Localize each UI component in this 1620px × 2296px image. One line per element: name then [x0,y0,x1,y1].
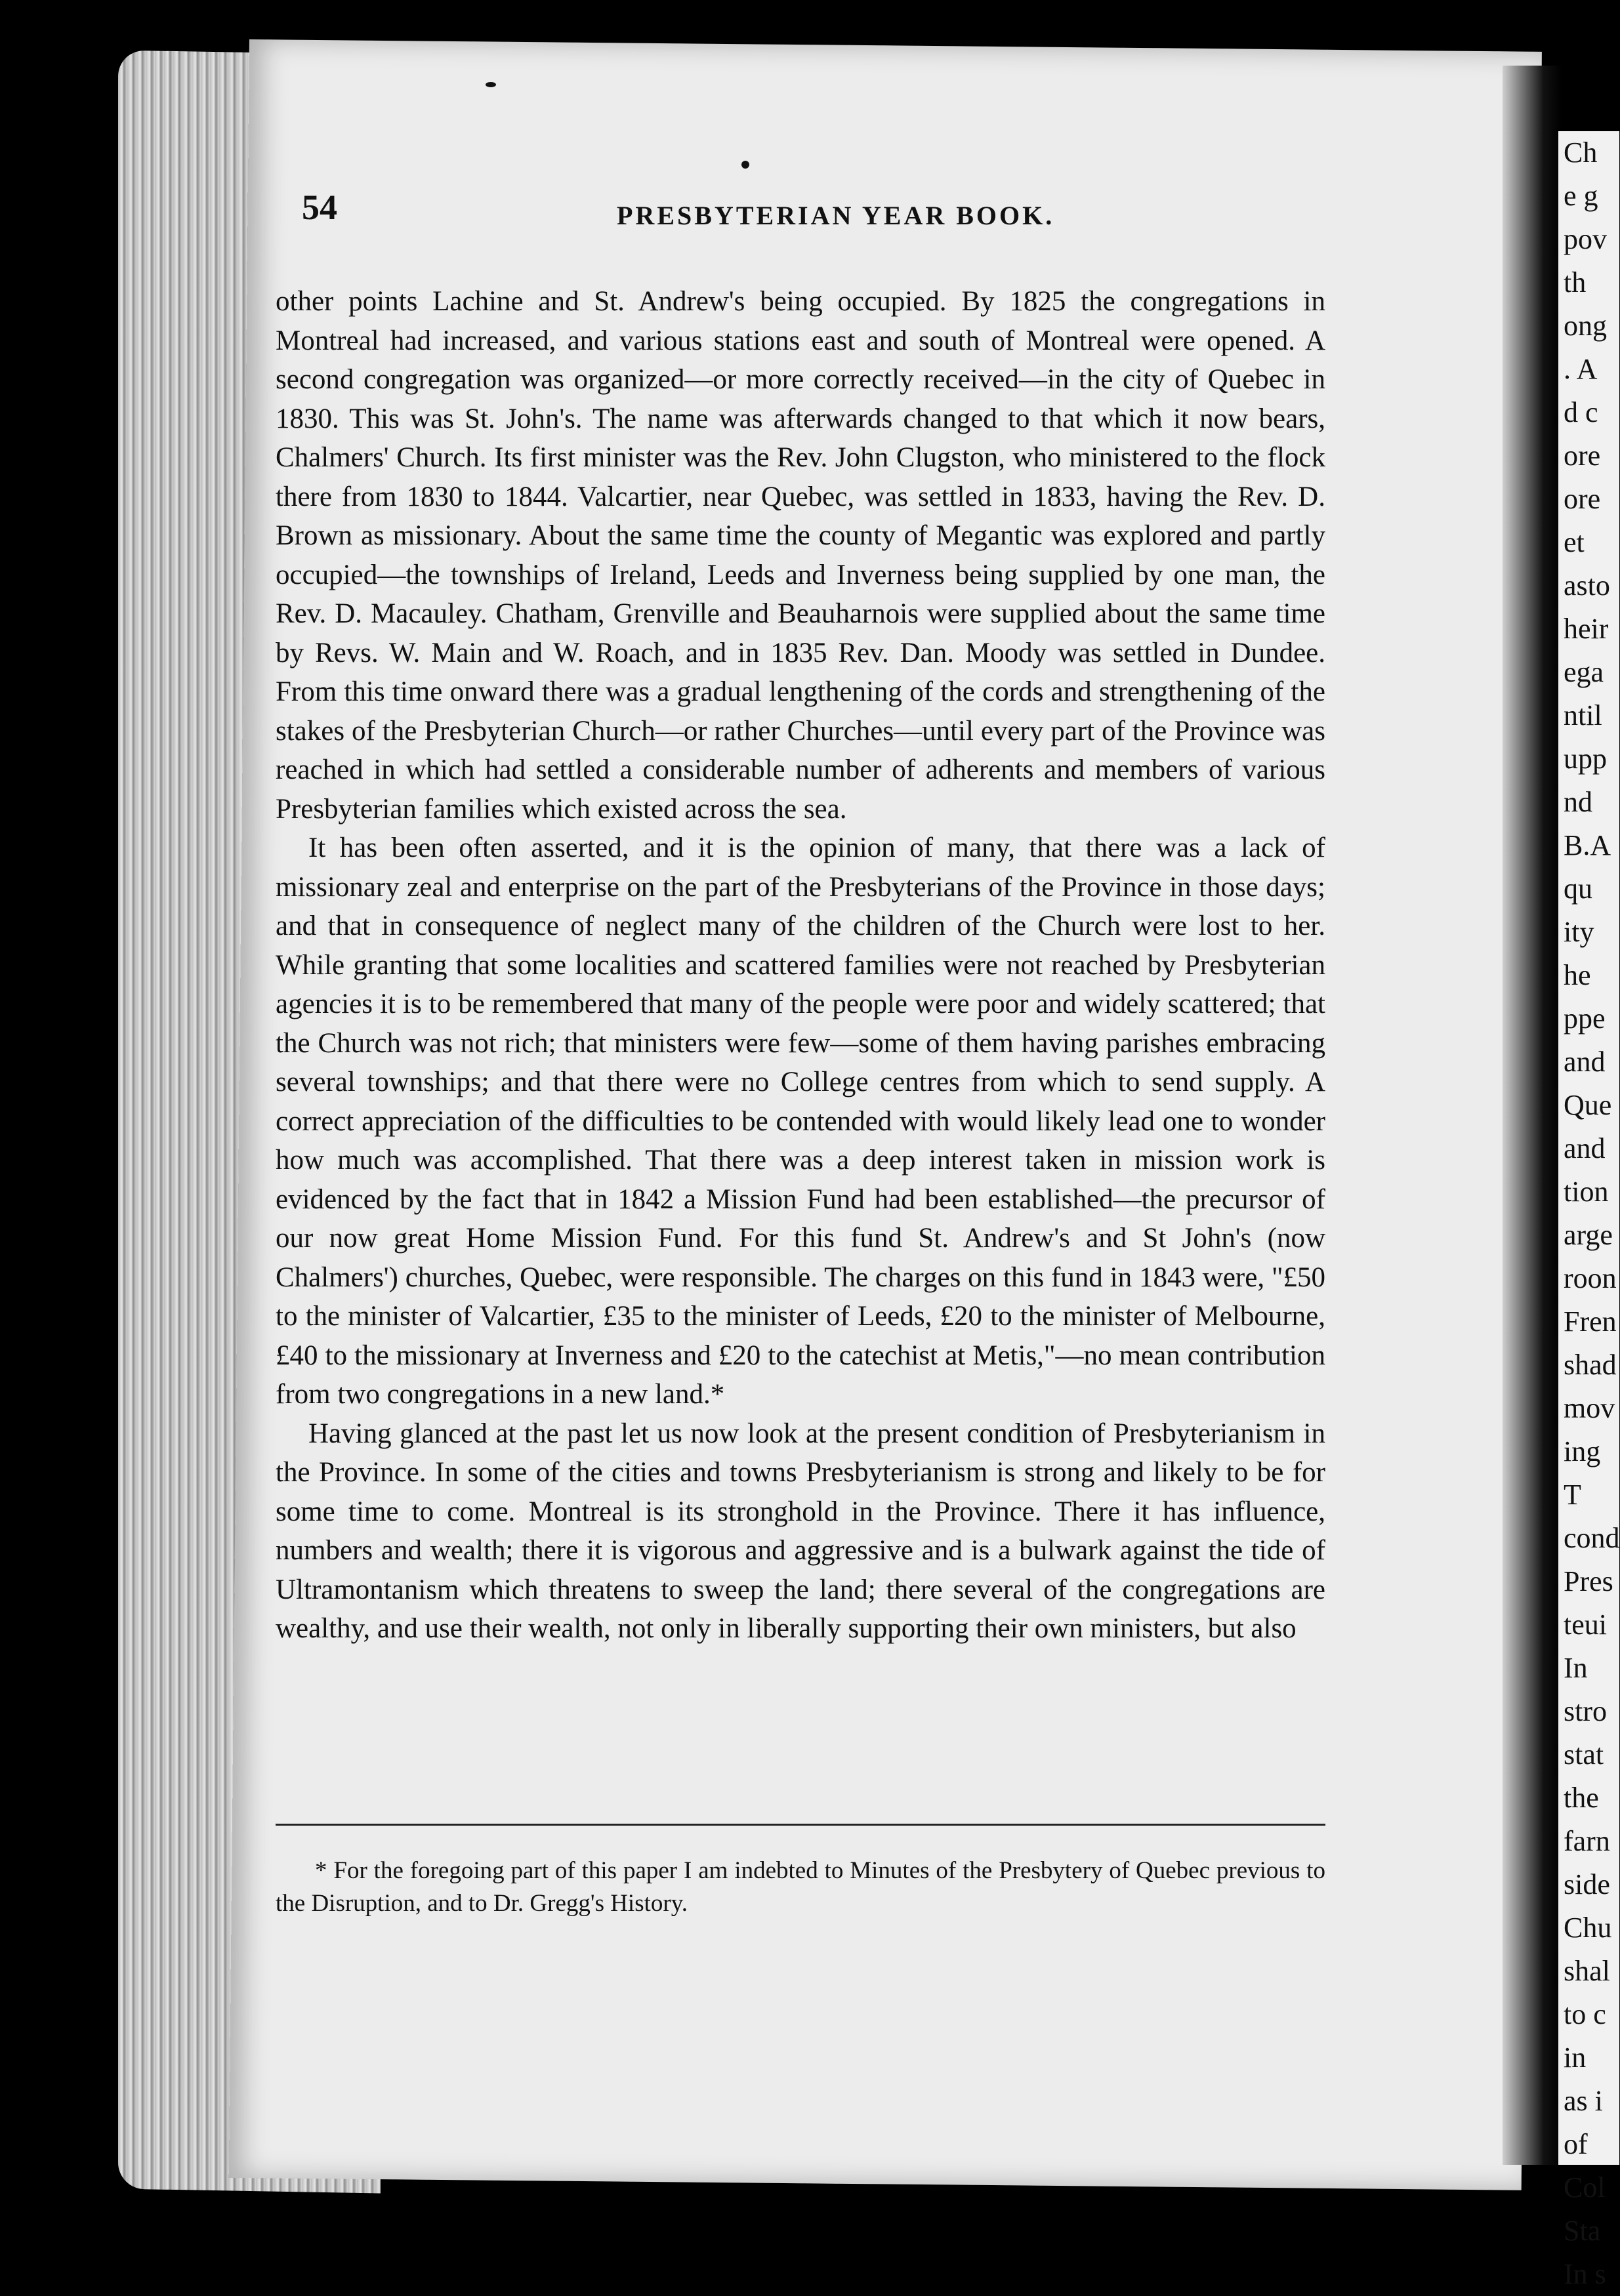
facing-page-text-fragment: Pres [1564,1565,1613,1597]
facing-page-text-fragment: side [1564,1868,1610,1900]
facing-page-text-fragment: ity [1564,916,1594,948]
facing-page-text-fragment: ore [1564,440,1601,472]
facing-page-text-fragment: farn [1564,1825,1610,1857]
facing-page-text-fragment: ong [1564,310,1607,342]
facing-page-fragment [1558,131,1620,2290]
facing-page-text-fragment: as i [1564,2085,1603,2117]
facing-page-text-fragment: roon [1564,1262,1617,1294]
facing-page-text-fragment: B.A [1564,829,1611,861]
facing-page-text-fragment: cond [1564,1522,1620,1554]
facing-page-text-fragment: shal [1564,1955,1610,1987]
facing-page-text-fragment: In [1564,1652,1588,1684]
ink-speck [486,82,496,87]
facing-page-text-fragment: the [1564,1782,1599,1814]
paragraph: other points Lachine and St. Andrew's being occupied. By 1825 the congregations in Montreal had increased, and various stations east and south of Montreal were opened. A second congregation was organized—or more correctly received—in the city of Quebec in 1830. This was St. John's. The name was afterwards changed to that which it now bears, Chalmers' Church. Its first minister was the Rev. John Clugston, who ministered to the flock there from 1830 to 1844. Valcartier, near Quebec, was settled in 1833, having the Rev. D. Brown as missionary. About the same time the county of Megantic was explored and partly occupied—the townships of Ireland, Leeds and Inverness being supplied by one man, the Rev. D. Macauley. Chatham, Grenville and Beauharnois were supplied about the same time by Revs. W. Main and W. Roach, and in 1835 Rev. Dan. Moody was settled in Dundee. From this time onward there was a gradual lengthening of the cords and strengthening of the stakes of the Presbyterian Church—or rather Churches—until every part of the Province was reached in which had settled a considerable number of adherents and members of various Presbyterian families which existed across the sea. [276,286,1325,825]
facing-page-text-fragment: Col [1564,2171,1606,2204]
facing-page-text-fragment: Ch [1564,136,1598,169]
facing-page-text-fragment: mov [1564,1392,1615,1424]
body-text [276,282,1325,1649]
footnote-rule [276,1824,1325,1826]
facing-page-text-fragment: in [1564,2041,1587,2074]
facing-page-text-fragment: d c [1564,396,1598,428]
page-header [302,187,1319,259]
facing-page-text-fragment: ore [1564,483,1601,515]
facing-page-text-fragment: Chu [1564,1912,1612,1944]
footnote: * For the foregoing part of this paper I am indebted to Minutes of the Presbytery of Quebec previous to the Disruption, and to Dr. Gregg's History. [276,1857,1325,1917]
facing-page-text-fragment: asto [1564,569,1610,602]
facing-page-text-fragment: he [1564,959,1591,991]
page-number: 54 [302,188,337,227]
facing-page-text-fragment: nd [1564,786,1592,818]
facing-page-text-fragment: stat [1564,1738,1604,1771]
facing-page-text-fragment: Sta [1564,2215,1601,2247]
facing-page-text-fragment: In s [1564,2258,1606,2290]
facing-page-text-fragment: tion [1564,1176,1609,1208]
facing-page-text-fragment: arge [1564,1219,1613,1251]
facing-page-text-fragment: of [1564,2128,1588,2160]
facing-page-text-fragment: Que [1564,1089,1612,1121]
facing-page-text-fragment: ing [1564,1435,1601,1467]
facing-page-text-fragment: to c [1564,1998,1606,2030]
facing-page-text-fragment: . A [1564,353,1598,385]
facing-page-text-fragment: ega [1564,656,1604,688]
facing-page-text-fragment: ppe [1564,1002,1606,1035]
facing-page-text-fragment: and [1564,1132,1606,1164]
paragraph: It has been often asserted, and it is the opinion of many, that there was a lack of missionary zeal and enterprise on the part of the Presbyterians of the Province in those days; and that in consequence of neglect many of the children of the Church were lost to her. While granting that some localities and scattered families were not reached by Presbyterian agencies it is to be remembered that many of the people were poor and widely scattered; that the Church was not rich; that ministers were few—some of them having parishes embracing several townships; and that there were no College centres from which to send supply. A correct appreciation of the difficulties to be contended with would likely lead one to wonder how much was accomplished. That there was a deep interest taken in mission work is evidenced by the fact that in 1842 a Mission Fund had been established—the precursor of our now great Home Mission Fund. For this fund St. Andrew's and St John's (now Chalmers') churches, Quebec, were responsible. The charges on this fund in 1843 were, "£50 to the minister of Valcartier, £35 to the minister of Leeds, £20 to the minister of Melbourne, £40 to the missionary at Inverness and £20 to the catechist at Metis,"—no mean contribution from two congregations in a new land.* [276,832,1325,1410]
facing-page-text-fragment: teui [1564,1609,1607,1641]
ink-speck [741,161,749,169]
facing-page-text-fragment: and [1564,1046,1606,1078]
paragraph: Having glanced at the past let us now look at the present condition of Presbyterianism in the Province. In some of the cities and towns Presbyterianism is strong and likely to be for some time to come. Montreal is its stronghold in the Province. There it has influence, numbers and wealth; there it is vigorous and aggressive and is a bulwark against the tide of Ultramontanism which threatens to sweep the land; there several of the congregations are wealthy, and use their wealth, not only in liberally supporting their own ministers, but also [276,1418,1325,1644]
facing-page-text-fragment: T [1564,1479,1581,1511]
facing-page-text-fragment: ntil [1564,699,1602,731]
facing-page-text-fragment: th [1564,266,1587,298]
facing-page-text-fragment: e g [1564,180,1598,212]
running-head: PRESBYTERIAN YEAR BOOK. [617,201,1055,230]
facing-page-text-fragment: shad [1564,1349,1617,1381]
facing-page-text-fragment: heir [1564,613,1609,645]
facing-page-text-fragment: et [1564,526,1585,558]
book-gutter [1503,66,1562,2165]
facing-page-text-fragment: qu [1564,872,1592,905]
facing-page-text-fragment: stro [1564,1695,1607,1727]
facing-page-text-fragment: upp [1564,743,1607,775]
facing-page-text-fragment: pov [1564,223,1607,255]
facing-page-text-fragment: Fren [1564,1305,1617,1338]
